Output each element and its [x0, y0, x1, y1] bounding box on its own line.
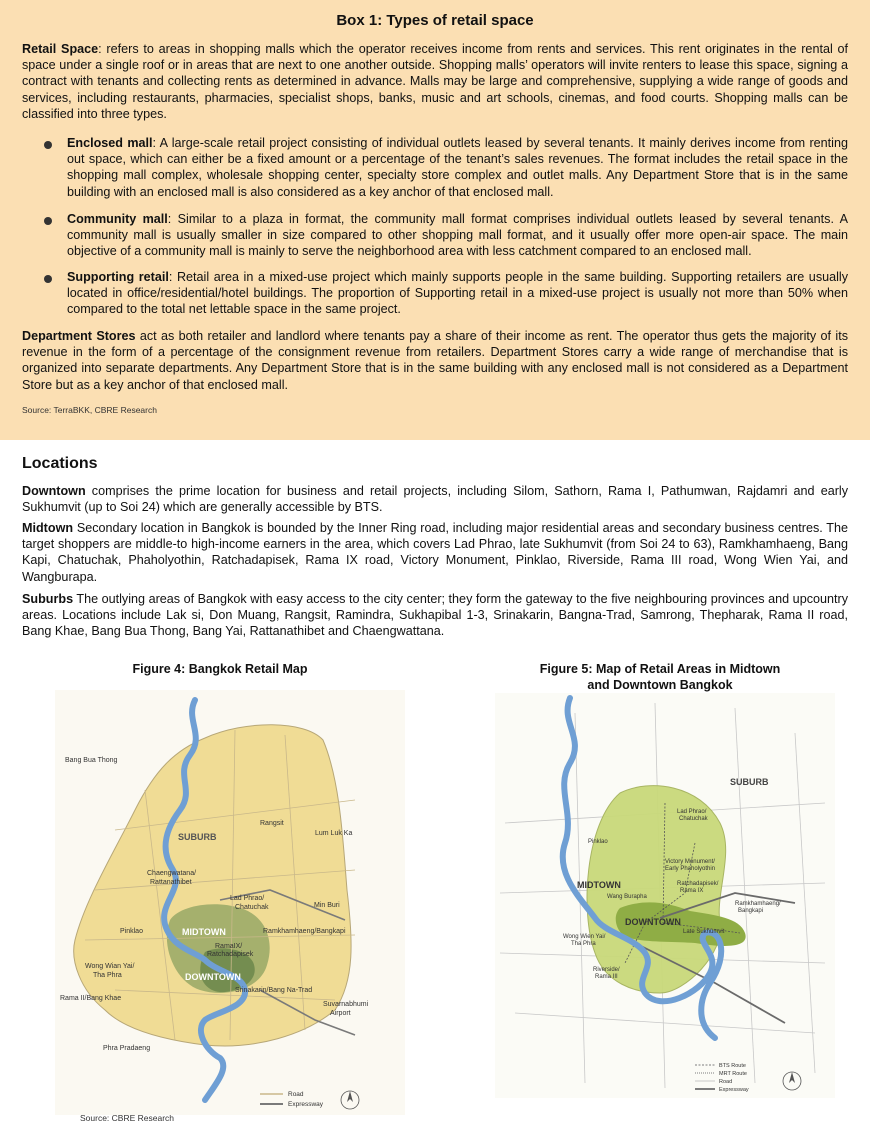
- suburbs-term: Suburbs: [22, 592, 74, 606]
- suburbs-paragraph: [22, 591, 848, 640]
- retail-space-term: Retail Space: [22, 42, 99, 56]
- fig5-label-rama3: Rama III: [595, 974, 618, 980]
- bullet-dot-icon: [44, 141, 52, 149]
- label-chaengwattana: Chaengwatana/: [147, 870, 197, 877]
- fig5-label-rama9: Rama IX: [680, 888, 704, 894]
- label-wong-wien-yai: Wong Wian Yai/: [85, 963, 135, 970]
- fig5-label-pinklao: Pinklao: [588, 839, 608, 845]
- label-suburb: SUBURB: [178, 832, 217, 842]
- bullet-community-mall: [67, 211, 848, 260]
- downtown-term: Downtown: [22, 484, 86, 498]
- bullet-dot-icon: [44, 275, 52, 283]
- box-source: Source: TerraBKK, CBRE Research: [22, 405, 157, 415]
- fig5-label-midtown: MIDTOWN: [577, 880, 621, 890]
- department-stores-paragraph: [22, 328, 848, 393]
- label-suvarnabhumi: Suvarnabhumi: [323, 1001, 369, 1008]
- fig5-label-phaholyothin: Early Phaholyothin: [665, 866, 716, 872]
- bullet-dot-icon: [44, 217, 52, 225]
- fig5-label-riverside: Riverside/: [593, 967, 620, 973]
- label-rama2: Rama II/Bang Khae: [60, 995, 122, 1002]
- fig5-label-suburb: SUBURB: [730, 777, 769, 787]
- bangkok-retail-map: [55, 690, 405, 1115]
- bullet-term: Community mall: [67, 212, 168, 226]
- fig5-label-ratchada: Ratchadapisek/: [677, 881, 719, 887]
- legend-road-label: Road: [288, 1091, 304, 1098]
- suburbs-text: The outlying areas of Bangkok with easy access to the city center; they form the gateway to the five neighbouring provinces and upcountry areas. Locations include Lak si, Don Muang, Rangsit, Ramindra, Sukhapibal 1-3, Srinakarin, Bangna-Trad, Samrong, Thepharak, Rama II road, Bang Khae, Bang Bua Thong, Bang Yai, Rattanathibet and Chaengwattana.: [22, 592, 848, 639]
- legend-expressway-label: Expressway: [288, 1101, 324, 1108]
- retail-space-box: [0, 0, 870, 440]
- label-ratchadapisek: Ratchadapisek: [207, 951, 254, 958]
- retail-space-text: : refers to areas in shopping malls which the operator receives income from rents and services. This rent originates in the rental of space under a single roof or in areas that are next to one another outside. Shopping malls’ operators will invite renters to lease this space, signing a contract with tenants and collecting rents as determined in advance. Malls may be large and comprehensive, supplying a wide range of goods and services, including restaurants, pharmacies, specialist shops, banks, music and art schools, cinemas, and food courts. Shopping malls can be classified into three types.: [22, 42, 849, 121]
- bullet-enclosed-mall: [67, 135, 848, 200]
- legend-road-label: Road: [719, 1079, 733, 1085]
- midtown-text: Secondary location in Bangkok is bounded by the Inner Ring road, including major residential areas and secondary business centres. The target shoppers are middle-to high-income earners in the area, which covers Lad Phrao, late Sukhumvit (from Soi 24 to 63), Ramkhamhaeng, Bang Kapi, Chatuchak, Phaholyothin, Ratchadapisek, Rama IX road, Victory Monument, Pinklao, Riverside, Rama III road, Wong Wien Yai, and Wangburapa.: [22, 521, 848, 584]
- bullet-supporting-retail: [67, 269, 848, 318]
- fig5-label-late-sukhumvit: Late Sukhumvit: [683, 929, 725, 935]
- figure5-caption-line2: and Downtown Bangkok: [587, 678, 733, 692]
- label-lum-luk-ka: Lum Luk Ka: [315, 830, 353, 837]
- figure4-caption: Figure 4: Bangkok Retail Map: [132, 662, 308, 676]
- label-ramkhamhaeng: Ramkhamhaeng/Bangkapi: [263, 928, 346, 935]
- fig5-label-tha-phra: Tha Phra: [571, 941, 596, 947]
- bullet-term: Supporting retail: [67, 270, 169, 284]
- legend-mrt-label: MRT Route: [719, 1071, 747, 1077]
- label-phra-pradaeng: Phra Pradaeng: [103, 1045, 151, 1052]
- fig5-label-wong-wien-yai: Wong Wien Yai/: [563, 934, 606, 940]
- legend-expressway-label: Expressway: [719, 1087, 749, 1093]
- downtown-text: comprises the prime location for business and retail projects, including Silom, Sathorn, Rama I, Pathumwan, Rajdamri and early Sukhumvit (up to Soi 24) which are generally accessible by BTS.: [22, 484, 848, 515]
- midtown-term: Midtown: [22, 521, 74, 535]
- department-stores-term: Department Stores: [22, 329, 136, 343]
- fig5-label-victory: Victory Monument/: [665, 859, 715, 865]
- fig5-label-lad-phrao: Lad Phrao/: [677, 809, 707, 815]
- legend-bts-label: BTS Route: [719, 1063, 746, 1069]
- midtown-downtown-map: [495, 693, 835, 1098]
- figure5-caption: [490, 661, 830, 693]
- bullet-term: Enclosed mall: [67, 136, 153, 150]
- fig5-label-bangkapi: Bangkapi: [738, 908, 764, 914]
- fig5-label-wang-burapha: Wang Burapha: [607, 894, 647, 900]
- label-rama9: RamaIX/: [215, 943, 243, 950]
- label-midtown: MIDTOWN: [182, 927, 226, 937]
- fig5-label-ramkhamhaeng: Ramkhamhaeng/: [735, 901, 781, 907]
- label-min-buri: Min Buri: [314, 902, 340, 909]
- department-stores-text: act as both retailer and landlord where tenants pay a share of their income as rent. The operator thus gets the majority of its revenue in the form of a percentage of the consignment revenue from retailers. Department Stores carry a wide range of merchandise that is organized into separate departments. Any Department Store that is in the same building with any enclosed mall is not considered as a Department Store but as a key anchor of that enclosed mall.: [22, 329, 848, 392]
- label-bang-bua-thong: Bang Bua Thong: [65, 757, 118, 764]
- label-lad-phrao: Lad Phrao/: [230, 895, 265, 902]
- label-rangsit: Rangsit: [260, 820, 284, 827]
- locations-heading: Locations: [22, 455, 98, 472]
- figure4-source: Source: CBRE Research: [80, 1113, 175, 1123]
- label-pinklao: Pinklao: [120, 928, 143, 935]
- fig5-label-downtown: DOWNTOWN: [625, 917, 681, 927]
- bullet-text: : Retail area in a mixed-use project which mainly supports people in the same building. Supporting retailers are usually located in office/residential/hotel buildings. The proportion of Supporting retail in a mixed-use project is usually not more than 50% when compared to the total net lettable space in the same project.: [67, 270, 849, 317]
- midtown-paragraph: [22, 520, 848, 585]
- figure5-caption-line1: Figure 5: Map of Retail Areas in Midtown: [539, 662, 781, 676]
- label-airport: Airport: [330, 1010, 351, 1017]
- fig5-label-chatuchak: Chatuchak: [679, 816, 708, 822]
- box-title: Box 1: Types of retail space: [336, 12, 534, 29]
- bullet-text: : A large-scale retail project consisting of individual outlets leased by several tenants. It mainly derives income from renting out space, which can either be a fixed amount or a percentage of the tenant’s sales revenues. The format includes the retail space in the shopping mall complex, wholesale shopping center, specialty store complex and outlet malls. Any Department Store that is in the same building with an enclosed mall is also considered as a key anchor of that enclosed mall.: [67, 136, 848, 199]
- label-rattanathibet: Rattanathibet: [150, 879, 192, 886]
- label-srinakarin: Srinakarin/Bang Na-Trad: [235, 987, 313, 994]
- retail-space-paragraph: [22, 41, 848, 122]
- label-tha-phra: Tha Phra: [93, 972, 122, 979]
- bullet-text: : Similar to a plaza in format, the community mall format comprises individual outlets leased by several tenants. A community mall is usually smaller in size compared to other shopping mall format, and it usually offer more open-air space. The main objective of a community mall is mainly to serve the neighborhood area with less catchment compared to an enclosed mall.: [67, 212, 848, 259]
- downtown-paragraph: [22, 483, 848, 515]
- label-chatuchak: Chatuchak: [235, 904, 269, 911]
- label-downtown: DOWNTOWN: [185, 972, 241, 982]
